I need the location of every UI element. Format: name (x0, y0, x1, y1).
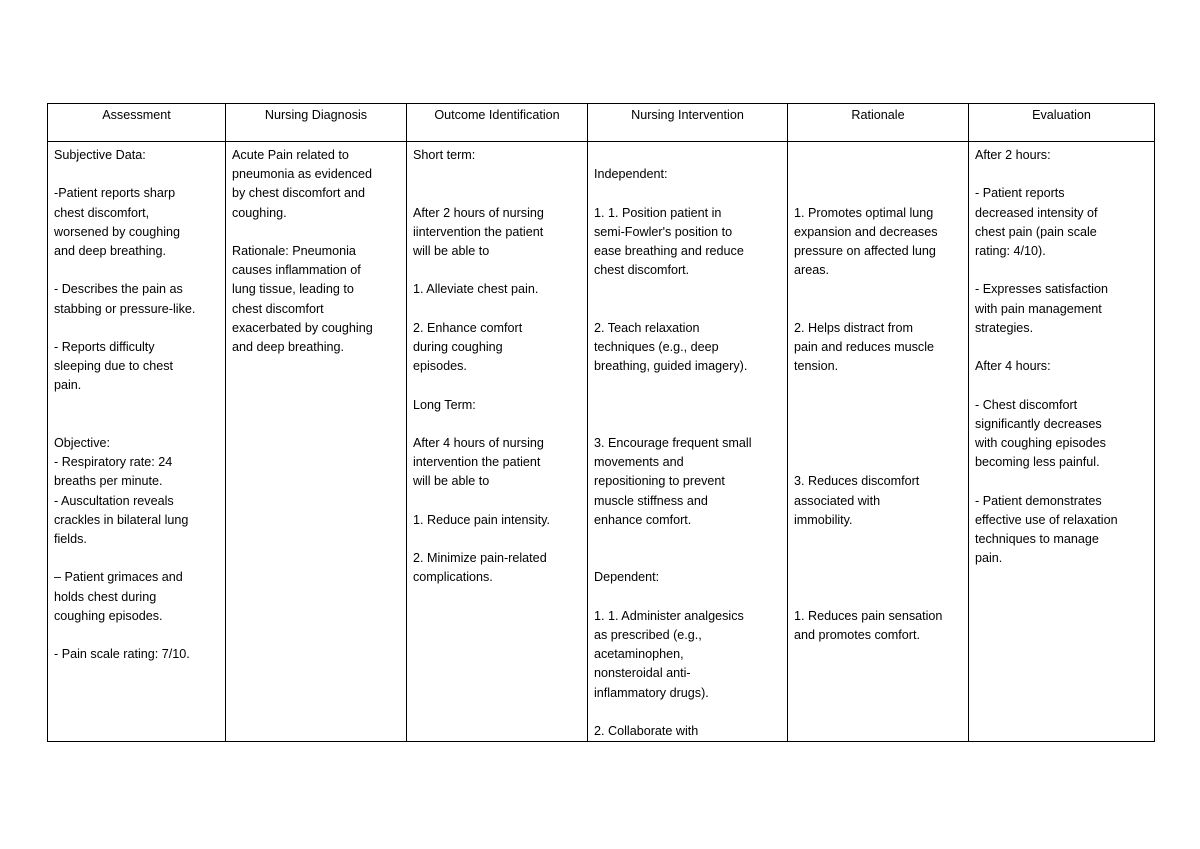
text-line: 1. Reduces pain sensation (794, 608, 943, 623)
text-line: pain. (54, 378, 82, 393)
text-line: 1. 1. Administer analgesics (594, 608, 744, 623)
nursing-care-plan-table (47, 103, 1155, 742)
text-line: techniques (e.g., deep (594, 339, 719, 354)
text-line: coughing episodes. (54, 608, 163, 623)
text-line (594, 415, 781, 434)
text-line: tension. (794, 359, 839, 374)
text-line: strategies. (975, 320, 1034, 335)
text-line (54, 415, 219, 434)
text-line: pain. (975, 551, 1003, 566)
text-line: After 2 hours: (975, 148, 1051, 162)
text-line: 2. Enhance comfort (413, 320, 523, 335)
text-line (413, 165, 581, 184)
text-line: 1. Alleviate chest pain. (413, 282, 539, 297)
text-line: chest pain (pain scale (975, 224, 1097, 239)
text-line: 2. Teach relaxation (594, 320, 700, 335)
text-line (413, 300, 581, 319)
cell-nursing-diagnosis (226, 142, 407, 742)
text-line: Subjective Data: (54, 148, 146, 162)
text-line: - Respiratory rate: 24 (54, 455, 173, 470)
header-assessment: Assessment (48, 104, 226, 142)
header-nursing-diagnosis: Nursing Diagnosis (226, 104, 407, 142)
text-line (54, 626, 219, 645)
header-evaluation: Evaluation (969, 104, 1155, 142)
text-line: crackles in bilateral lung (54, 512, 189, 527)
cell-assessment (48, 142, 226, 742)
text-line: 2. Helps distract from (794, 320, 913, 335)
text-line: 1. 1. Position patient in (594, 205, 722, 220)
text-line: iintervention the patient (413, 224, 544, 239)
text-line: pneumonia as evidenced (232, 167, 373, 182)
content-row (48, 142, 1155, 742)
text-line (594, 703, 781, 722)
text-line (794, 165, 962, 184)
cell-outcome-identification (407, 142, 588, 742)
text-line (975, 261, 1148, 280)
text-line (975, 472, 1148, 491)
text-line: stabbing or pressure-like. (54, 301, 196, 316)
text-line: fields. (54, 531, 87, 546)
text-line: intervention the patient (413, 455, 541, 470)
text-line: Dependent: (594, 570, 660, 585)
text-line: and deep breathing. (54, 244, 167, 258)
text-line (413, 415, 581, 434)
text-line: acetaminophen, (594, 647, 684, 662)
text-line: 3. Encourage frequent small (594, 435, 752, 450)
text-line: - Expresses satisfaction (975, 282, 1108, 297)
text-line: causes inflammation of (232, 263, 361, 278)
text-line: with coughing episodes (975, 435, 1106, 450)
text-line: by chest discomfort and (232, 186, 365, 201)
text-line: breaths per minute. (54, 474, 163, 489)
text-line (975, 165, 1148, 184)
text-line (975, 338, 1148, 357)
text-line: will be able to (413, 243, 490, 258)
text-line: - Reports difficulty (54, 339, 155, 354)
text-line (594, 184, 781, 203)
text-line: 2. Collaborate with (594, 723, 699, 738)
text-line: significantly decreases (975, 416, 1102, 431)
text-line (794, 300, 962, 319)
text-line: chest discomfort. (594, 263, 690, 278)
text-line (594, 376, 781, 395)
text-line: exacerbated by coughing (232, 320, 373, 335)
text-line: areas. (794, 263, 830, 278)
text-line: After 2 hours of nursing (413, 205, 544, 220)
text-line: during coughing (413, 339, 503, 354)
text-line: sleeping due to chest (54, 359, 174, 374)
text-line (54, 319, 219, 338)
text-line: muscle stiffness and (594, 493, 708, 508)
text-line: becoming less painful. (975, 455, 1100, 470)
text-line: expansion and decreases (794, 224, 938, 239)
text-line: - Pain scale rating: 7/10. (54, 647, 190, 662)
text-line (594, 146, 781, 165)
text-line (794, 184, 962, 203)
text-line: episodes. (413, 359, 467, 374)
text-line (594, 396, 781, 415)
text-line: and promotes comfort. (794, 627, 920, 642)
text-line: rating: 4/10). (975, 244, 1046, 258)
text-line (594, 530, 781, 549)
text-line: 3. Reduces discomfort (794, 474, 920, 489)
text-line (794, 453, 962, 472)
text-line (594, 280, 781, 299)
text-line: will be able to (413, 474, 490, 489)
cell-nursing-intervention (588, 142, 788, 742)
text-line: chest discomfort, (54, 205, 150, 220)
text-line (794, 587, 962, 606)
text-line (794, 376, 962, 395)
text-line: and deep breathing. (232, 340, 345, 355)
text-line (794, 434, 962, 453)
text-line: chest discomfort (232, 301, 324, 316)
text-line (794, 146, 962, 165)
header-outcome-identification: Outcome Identification (407, 104, 588, 142)
text-line (975, 376, 1148, 395)
text-line (413, 261, 581, 280)
text-line (794, 280, 962, 299)
text-line (594, 549, 781, 568)
text-line: semi-Fowler's position to (594, 224, 733, 239)
text-line (54, 549, 219, 568)
text-line: complications. (413, 570, 493, 585)
text-line: – Patient grimaces and (54, 570, 183, 585)
text-line: movements and (594, 455, 684, 470)
text-line: worsened by coughing (54, 224, 181, 239)
text-line: coughing. (232, 205, 287, 220)
text-line: Short term: (413, 148, 476, 162)
text-line: pressure on affected lung (794, 243, 936, 258)
text-line: inflammatory drugs). (594, 685, 709, 700)
text-line: - Patient reports (975, 186, 1065, 201)
text-line: techniques to manage (975, 531, 1099, 546)
text-line: ease breathing and reduce (594, 243, 744, 258)
text-line: - Describes the pain as (54, 282, 183, 297)
text-line: Objective: (54, 435, 110, 450)
text-line: Rationale: Pneumonia (232, 244, 356, 258)
text-line (413, 376, 581, 395)
text-line: 1. Reduce pain intensity. (413, 512, 550, 527)
text-line: as prescribed (e.g., (594, 627, 702, 642)
text-line (413, 492, 581, 511)
text-line: 2. Minimize pain-related (413, 551, 547, 566)
cell-evaluation (969, 142, 1155, 742)
text-line (794, 549, 962, 568)
header-rationale: Rationale (788, 104, 969, 142)
text-line: - Patient demonstrates (975, 493, 1102, 508)
text-line: effective use of relaxation (975, 512, 1118, 527)
text-line: 1. Promotes optimal lung (794, 205, 934, 220)
text-line: with pain management (975, 301, 1102, 316)
cell-rationale (788, 142, 969, 742)
text-line: pain and reduces muscle (794, 339, 935, 354)
text-line: After 4 hours: (975, 359, 1051, 374)
text-line: Long Term: (413, 397, 476, 412)
text-line (413, 184, 581, 203)
text-line (594, 300, 781, 319)
text-line: Acute Pain related to (232, 148, 349, 162)
text-line: After 4 hours of nursing (413, 435, 544, 450)
header-nursing-intervention: Nursing Intervention (588, 104, 788, 142)
text-line (54, 165, 219, 184)
text-line: breathing, guided imagery). (594, 359, 748, 374)
text-line: associated with (794, 493, 881, 508)
text-line (232, 223, 400, 242)
text-line: repositioning to prevent (594, 474, 725, 489)
text-line (794, 396, 962, 415)
text-line (413, 530, 581, 549)
text-line: lung tissue, leading to (232, 282, 354, 297)
text-line (794, 530, 962, 549)
text-line (54, 396, 219, 415)
text-line (794, 568, 962, 587)
text-line (54, 261, 219, 280)
header-row (48, 104, 1155, 142)
text-line: holds chest during (54, 589, 157, 604)
text-line: -Patient reports sharp (54, 186, 176, 201)
text-line: enhance comfort. (594, 512, 692, 527)
text-line: nonsteroidal anti- (594, 666, 691, 681)
text-line: - Auscultation reveals (54, 493, 174, 508)
text-line (794, 415, 962, 434)
text-line: immobility. (794, 512, 853, 527)
text-line (594, 588, 781, 607)
text-line: decreased intensity of (975, 205, 1098, 220)
text-line: - Chest discomfort (975, 397, 1078, 412)
text-line: Independent: (594, 167, 668, 182)
